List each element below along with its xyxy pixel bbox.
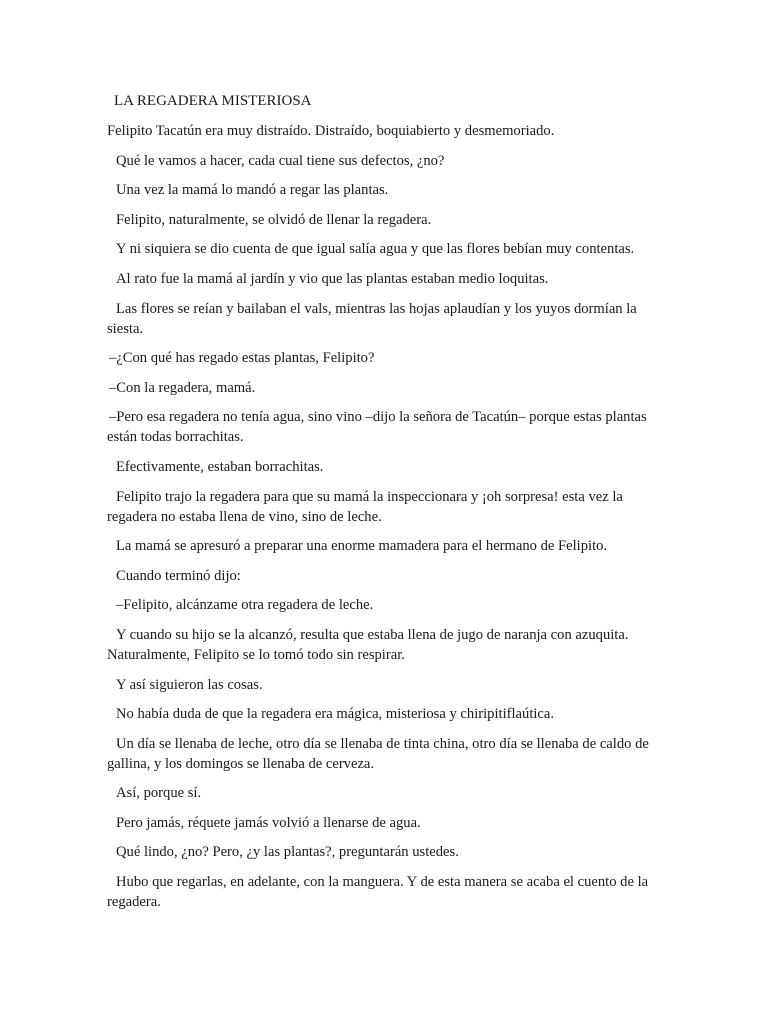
paragraph-1: Felipito Tacatún era muy distraído. Distraído, boquiabierto y desmemoriado. [107,123,555,139]
paragraph-19: Un día se llenaba de leche, otro día se llenaba de tinta china, otro día se llenaba de caldo de gallina, y los domingos se llenaba de cerveza. [107,735,649,772]
paragraph-9: –Con la regadera, mamá. [109,379,256,396]
paragraph-15: –Felipito, alcánzame otra regadera de leche. [116,597,374,614]
paragraph-4: Felipito, naturalmente, se olvidó de llenar la regadera. [116,211,432,228]
paragraph-20: Así, porque sí. [116,785,202,802]
paragraph-7: Las flores se reían y bailaban el vals, mientras las hojas aplaudían y los yuyos dormían la siesta. [107,300,637,337]
paragraph-2: Qué le vamos a hacer, cada cual tiene sus defectos, ¿no? [116,152,445,169]
paragraph-17: Y así siguieron las cosas. [116,676,263,693]
paragraph-5: Y ni siquiera se dio cuenta de que igual salía agua y que las flores bebían muy contentas. [116,241,635,258]
paragraph-16: Y cuando su hijo se la alcanzó, resulta que estaba llena de jugo de naranja con azuquita. Naturalmente, Felipito se lo tomó todo sin respirar. [107,626,629,663]
story-title: LA REGADERA MISTERIOSA [114,93,312,109]
paragraph-11: Efectivamente, estaban borrachitas. [116,458,324,475]
paragraph-13: La mamá se apresuró a preparar una enorme mamadera para el hermano de Felipito. [116,538,608,555]
document-body [107,91,657,922]
paragraph-6: Al rato fue la mamá al jardín y vio que las plantas estaban medio loquitas. [116,270,549,287]
paragraph-22: Qué lindo, ¿no? Pero, ¿y las plantas?, preguntarán ustedes. [116,844,459,861]
paragraph-8: –¿Con qué has regado estas plantas, Felipito? [109,350,375,367]
paragraph-3: Una vez la mamá lo mandó a regar las plantas. [116,182,389,199]
paragraph-23: Hubo que regarlas, en adelante, con la manguera. Y de esta manera se acaba el cuento de la regadera. [107,874,649,911]
paragraph-12: Felipito trajo la regadera para que su mamá la inspeccionara y ¡oh sorpresa! esta vez la regadera no estaba llena de vino, sino de leche. [107,488,623,525]
paragraph-18: No había duda de que la regadera era mágica, misteriosa y chiripitiflaútica. [116,706,555,723]
paragraph-10: –Pero esa regadera no tenía agua, sino vino –dijo la señora de Tacatún– porque estas plantas están todas borrachitas. [107,409,647,446]
paragraph-21: Pero jamás, réquete jamás volvió a llenarse de agua. [116,814,421,831]
paragraph-14: Cuando terminó dijo: [116,567,241,584]
